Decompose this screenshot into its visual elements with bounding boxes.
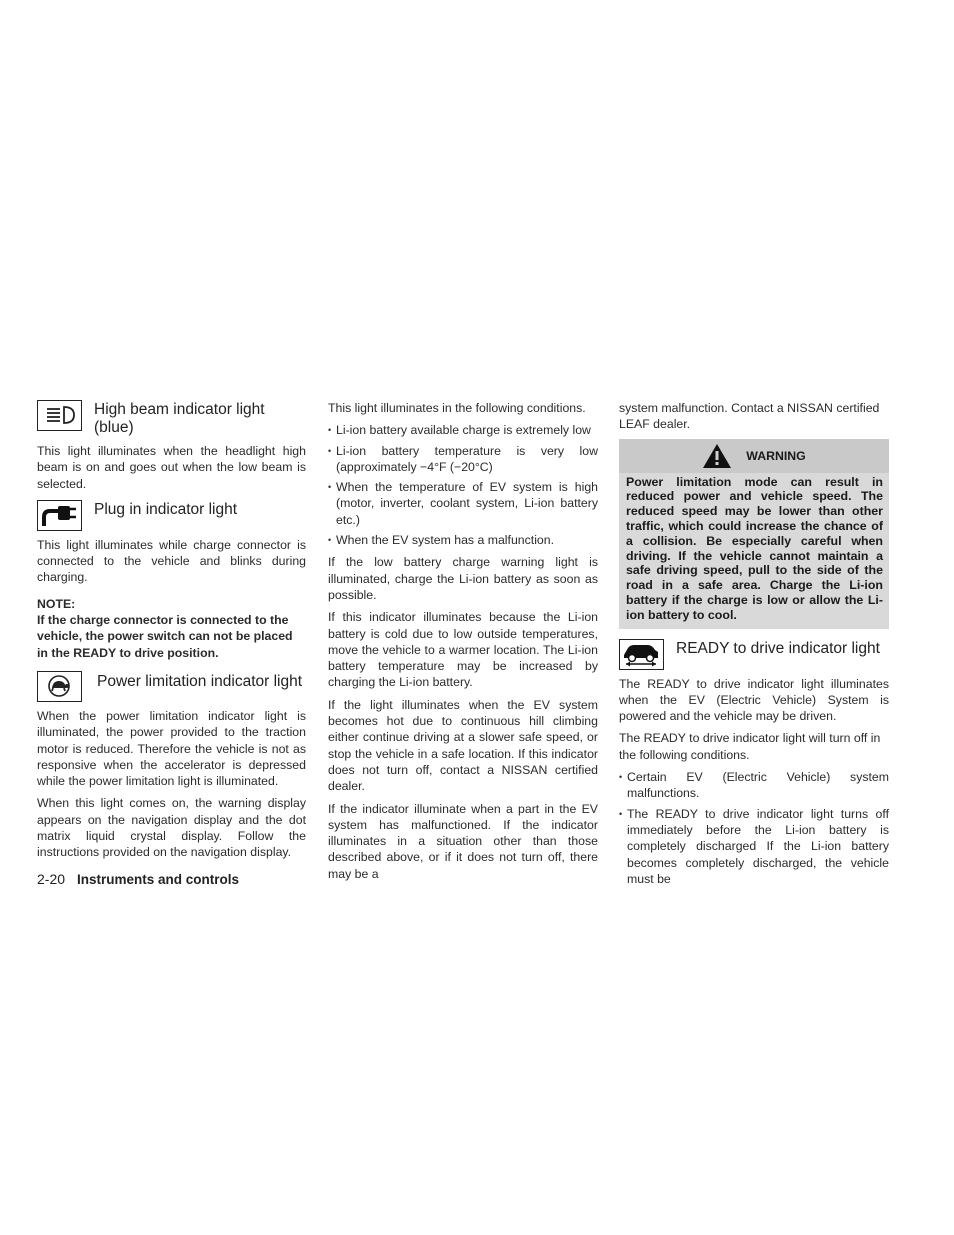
- ready-heading: [619, 639, 889, 670]
- continuation-text: system malfunction. Contact a NISSAN certified LEAF dealer.: [619, 401, 880, 432]
- note-text: If the charge connector is connected to the vehicle, the power switch can not be placed in the READY to drive position.: [37, 613, 293, 660]
- power-limit-title: Power limitation indicator light: [97, 672, 303, 690]
- warning-box: [619, 439, 889, 629]
- paragraph: If the light illuminates when the EV system becomes hot due to continuous hill climbing either continue driving at a slower safe speed, or stop the vehicle in a safe location. If this indicator does not turn off, contact a NISSAN certified dealer.: [328, 697, 598, 794]
- list-item: • Certain EV (Electric Vehicle) system malfunctions.: [619, 769, 889, 802]
- plug-icon: [37, 500, 82, 531]
- paragraph: If this indicator illuminates because the Li-ion battery is cold due to low outside temperatures, move the vehicle to a warmer location. The Li-ion battery temperature may be increased by charging the Li-ion battery.: [328, 610, 598, 690]
- warning-label: WARNING: [746, 448, 806, 463]
- power-limit-heading: [37, 671, 306, 702]
- turtle-icon: [37, 671, 82, 702]
- column-3: [619, 400, 889, 893]
- power-limit-body-2: When this light comes on, the warning display appears on the navigation display and the dot matrix liquid crystal display. Follow the instructions provided on the navigation display.: [37, 796, 306, 860]
- list-item: • The READY to drive indicator light turns off immediately before the Li-ion battery is completely discharged If the Li-ion battery becomes completely discharged, the vehicle must be: [619, 806, 889, 887]
- warning-header: [619, 439, 889, 473]
- column-1: [37, 400, 306, 867]
- conditions-list: [328, 422, 598, 548]
- ready-title: READY to drive indicator light: [676, 639, 880, 657]
- section-title: Instruments and controls: [77, 872, 240, 887]
- column-2: [328, 400, 598, 888]
- page-number: 2-20: [37, 871, 66, 887]
- plug-heading: [37, 500, 306, 531]
- plug-body: This light illuminates while charge connector is connected to the vehicle and blinks during charging.: [37, 537, 306, 585]
- high-beam-icon: [37, 400, 82, 431]
- list-item: • When the EV system has a malfunction.: [328, 532, 598, 548]
- ready-list: [619, 769, 889, 887]
- page-footer: [37, 871, 239, 887]
- ready-body-1: The READY to drive indicator light illuminates when the EV (Electric Vehicle) System is powered and the vehicle may be driven.: [619, 676, 889, 724]
- note-label: NOTE:: [37, 596, 76, 611]
- high-beam-heading: [37, 400, 306, 437]
- power-limit-body-1: When the power limitation indicator light is illuminated, the power provided to the traction motor is reduced. Therefore the vehicle is not as responsive when the accelerator is depressed while the power limitation light is illuminated.: [37, 708, 306, 789]
- warning-triangle-icon: [702, 443, 732, 469]
- high-beam-body: This light illuminates when the headlight high beam is on and goes out when the low beam is selected.: [37, 444, 306, 491]
- list-item: • Li-ion battery available charge is extremely low: [328, 422, 598, 438]
- warning-text: Power limitation mode can result in reduced power and vehicle speed. The reduced speed may be lower than other traffic, which could increase the chance of a collision. Be especially careful when driving. If the vehicle cannot maintain a safe driving speed, pull to the side of the road in a safe area. Charge the Li-ion battery if the charge is low or allow the Li-ion battery to cool.: [626, 474, 883, 622]
- high-beam-title: High beam indicator light (blue): [94, 401, 265, 436]
- car-ready-icon: [619, 639, 664, 670]
- conditions-intro: This light illuminates in the following conditions.: [328, 401, 586, 415]
- paragraph: If the low battery charge warning light is illuminated, charge the Li-ion battery as soon as possible.: [328, 555, 598, 602]
- list-item: • Li-ion battery temperature is very low (approximately −4°F (−20°C): [328, 443, 598, 476]
- plug-title: Plug in indicator light: [94, 500, 238, 518]
- ready-body-2: The READY to drive indicator light will turn off in the following conditions.: [619, 731, 881, 762]
- paragraph: If the indicator illuminate when a part in the EV system has malfunctioned. If the indicator illuminates in a situation other than those described above, or if it does not turn off, there may be a: [328, 801, 598, 881]
- list-item: • When the temperature of EV system is high (motor, inverter, coolant system, Li-ion battery etc.): [328, 479, 598, 528]
